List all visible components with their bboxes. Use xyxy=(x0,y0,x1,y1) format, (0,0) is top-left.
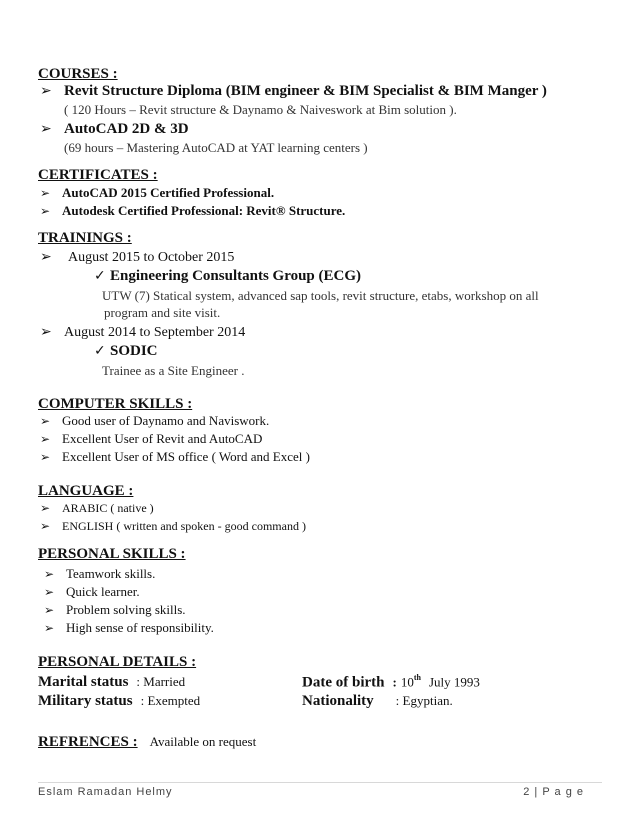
list-item: ➢ ARABIC ( native ) xyxy=(40,501,154,515)
arrow-bullet-icon: ➢ xyxy=(40,121,52,137)
arrow-bullet-icon: ➢ xyxy=(40,414,51,428)
training-desc: Trainee as a Site Engineer . xyxy=(102,363,245,378)
footer-divider xyxy=(38,782,602,783)
arrow-bullet-icon: ➢ xyxy=(44,603,55,617)
list-item: ➢ Excellent User of MS office ( Word and Excel ) xyxy=(40,449,310,464)
trainings-heading: TRAININGS : xyxy=(38,230,132,246)
training-desc: program and site visit. xyxy=(104,305,221,320)
references-value: Available on request xyxy=(149,734,257,749)
course-detail: (69 hours – Mastering AutoCAD at YAT learning centers ) xyxy=(64,140,368,155)
nationality-row: Nationality : Egyptian. xyxy=(302,693,453,709)
list-item: ➢ Quick learner. xyxy=(44,584,140,599)
date-of-birth-row: Date of birth : 10th July 1993 xyxy=(302,673,480,691)
certificate-item: ➢ AutoCAD 2015 Certified Professional. xyxy=(40,185,275,200)
training-period: ➢ August 2014 to September 2014 xyxy=(40,324,246,340)
list-item: ➢ Problem solving skills. xyxy=(44,602,186,617)
check-icon: ✓ xyxy=(94,343,106,359)
training-desc: UTW (7) Statical system, advanced sap tools, revit structure, etabs, workshop on all xyxy=(102,288,539,303)
language-heading: LANGUAGE : xyxy=(38,483,134,499)
certificate-item: ➢ Autodesk Certified Professional: Revit® Structure. xyxy=(40,203,346,218)
personal-details-heading: PERSONAL DETAILS : xyxy=(38,654,197,670)
arrow-bullet-icon: ➢ xyxy=(44,567,55,581)
course-detail: ( 120 Hours – Revit structure & Daynamo & Naiveswork at Bim solution ). xyxy=(64,102,457,117)
training-company: ✓ SODIC xyxy=(94,343,158,359)
training-company: ✓ Engineering Consultants Group (ECG) xyxy=(94,268,362,284)
list-item: ➢ High sense of responsibility. xyxy=(44,620,214,635)
course-item: ➢ Revit Structure Diploma (BIM engineer & BIM Specialist & BIM Manger ) xyxy=(40,83,547,99)
list-item: ➢ Teamwork skills. xyxy=(44,566,156,581)
references-heading: REFRENCES : xyxy=(38,734,138,750)
arrow-bullet-icon: ➢ xyxy=(40,186,51,200)
arrow-bullet-icon: ➢ xyxy=(40,83,52,99)
arrow-bullet-icon: ➢ xyxy=(40,324,52,340)
list-item: ➢ Excellent User of Revit and AutoCAD xyxy=(40,431,263,446)
arrow-bullet-icon: ➢ xyxy=(40,450,51,464)
arrow-bullet-icon: ➢ xyxy=(44,621,55,635)
arrow-bullet-icon: ➢ xyxy=(40,432,51,446)
training-period: ➢ August 2015 to October 2015 xyxy=(40,249,235,265)
list-item: ➢ ENGLISH ( written and spoken - good command ) xyxy=(40,519,306,533)
arrow-bullet-icon: ➢ xyxy=(40,249,52,265)
computer-skills-heading: COMPUTER SKILLS : xyxy=(38,396,193,412)
certificates-heading: CERTIFICATES : xyxy=(38,167,158,183)
arrow-bullet-icon: ➢ xyxy=(40,501,51,515)
list-item: ➢ Good user of Daynamo and Naviswork. xyxy=(40,413,270,428)
marital-status-row: Marital status : Married xyxy=(38,674,186,690)
arrow-bullet-icon: ➢ xyxy=(40,204,51,218)
footer-page-number: 2 | P a g e xyxy=(523,786,584,798)
references-row xyxy=(38,733,256,751)
military-status-row: Military status : Exempted xyxy=(38,693,201,709)
courses-heading: COURSES : xyxy=(38,66,118,82)
course-item: ➢ AutoCAD 2D & 3D xyxy=(40,121,189,137)
check-icon: ✓ xyxy=(94,268,106,284)
arrow-bullet-icon: ➢ xyxy=(40,519,51,533)
personal-skills-heading: PERSONAL SKILLS : xyxy=(38,546,186,562)
footer-name: Eslam Ramadan Helmy xyxy=(38,786,173,798)
arrow-bullet-icon: ➢ xyxy=(44,585,55,599)
